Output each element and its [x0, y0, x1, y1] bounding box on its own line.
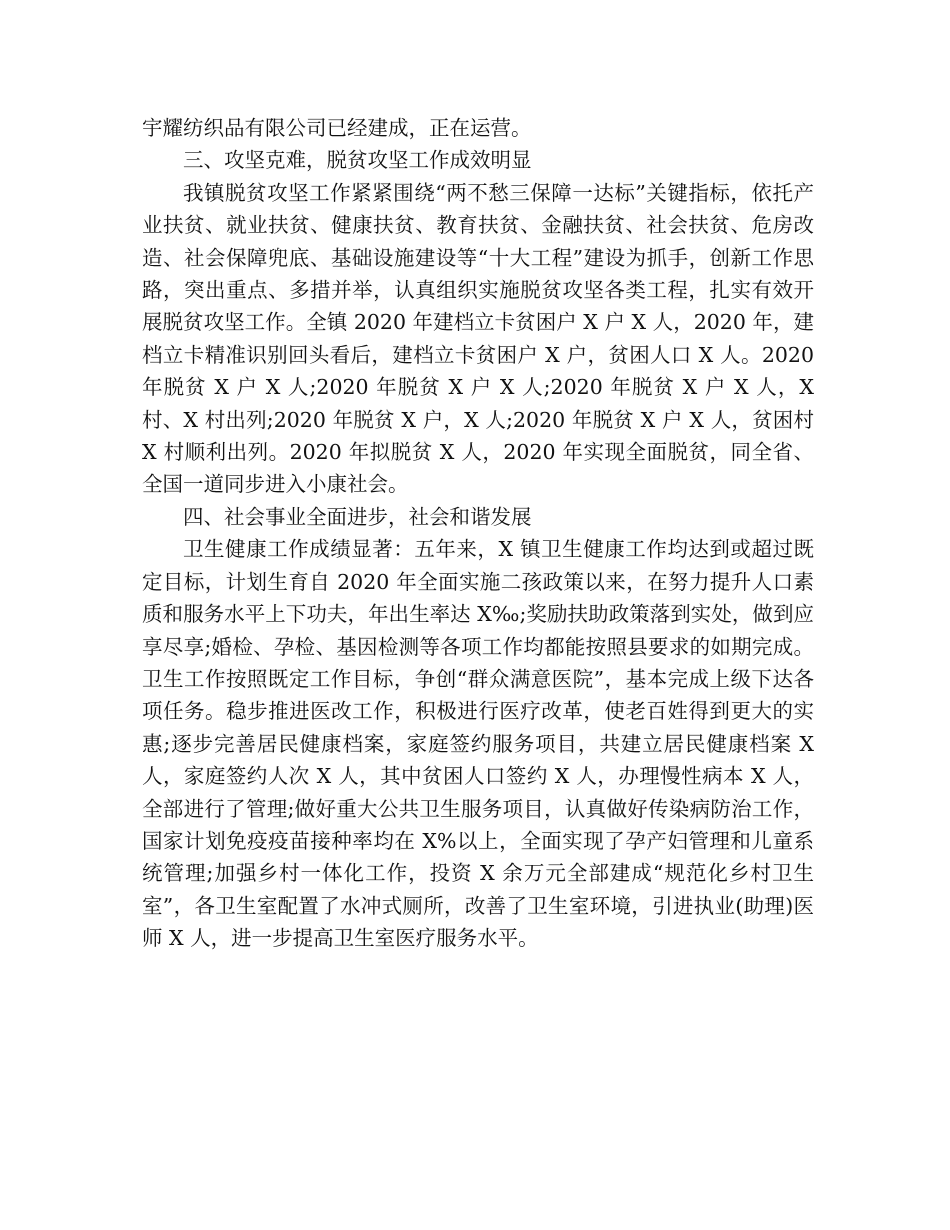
section-heading-3: 三、攻坚克难，脱贫攻坚工作成效明显	[183, 148, 532, 173]
section-heading-4: 四、社会事业全面进步，社会和谐发展	[183, 504, 532, 529]
paragraph-poverty-alleviation: 我镇脱贫攻坚工作紧紧围绕“两不愁三保障一达标”关键指标，依托产业扶贫、就业扶贫、健康扶贫、教育扶贫、金融扶贫、社会扶贫、危房改造、社会保障兜底、基础设施建设等“十大工程”建设为抓手，创新工作思路，突出重点、多措并举，认真组织实施脱贫攻坚各类工程，扎实有效开展脱贫攻坚工作。全镇 2020 年建档立卡贫困户 X 户 X 人，2020 年，建档立卡精准识别回头看后，建档立卡贫困户 X 户，贫困人口 X 人。2020 年脱贫 X 户 X 人;2020 年脱贫 X 户 X 人;2020 年脱贫 X 户 X 人，X 村、X 村出列;2020 年脱贫 X 户，X 人;2020 年脱贫 X 户 X 人，贫困村 X 村顺利出列。2020 年拟脱贫 X 人，2020 年实现全面脱贫，同全省、全国一道同步进入小康社会。	[142, 180, 814, 497]
paragraph-continuation: 宇耀纺织品有限公司已经建成，正在运营。	[142, 116, 532, 140]
paragraph-health-work: 卫生健康工作成绩显著：五年来，X 镇卫生健康工作均达到或超过既定目标，计划生育自 2020 年全面实施二孩政策以来，在努力提升人口素质和服务水平上下功夫，年出生率达 X‰;奖励扶助政策落到实处，做到应享尽享;婚检、孕检、基因检测等各项工作均都能按照县要求的如期完成。卫生工作按照既定工作目标，争创“群众满意医院”，基本完成上级下达各项任务。稳步推进医改工作，积极进行医疗改革，使老百姓得到更大的实惠;逐步完善居民健康档案，家庭签约服务项目，共建立居民健康档案 X 人，家庭签约人次 X 人，其中贫困人口签约 X 人，办理慢性病本 X 人，全部进行了管理;做好重大公共卫生服务项目，认真做好传染病防治工作，国家计划免疫疫苗接种率均在 X%以上，全面实现了孕产妇管理和儿童系统管理;加强乡村一体化工作，投资 X 余万元全部建成“规范化乡村卫生室”，各卫生室配置了水冲式厕所，改善了卫生室环境，引进执业(助理)医师 X 人，进一步提高卫生室医疗服务水平。	[142, 537, 814, 951]
document-page	[142, 112, 814, 955]
